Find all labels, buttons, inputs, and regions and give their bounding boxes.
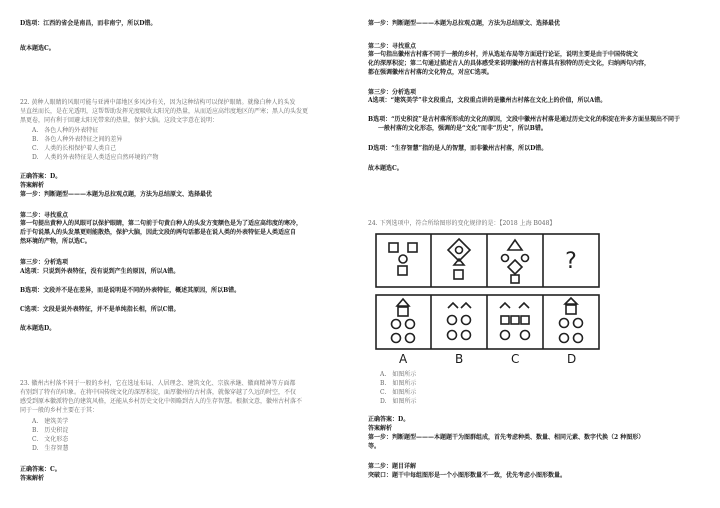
step-three-title: 第三步：分析选项 — [368, 89, 417, 96]
option: D. 生存智慧 — [32, 445, 69, 452]
text-line: D选项：江西的省会是南昌，而非南宁，所以D错。 — [20, 20, 157, 27]
option-label-a: A — [399, 352, 408, 366]
step-one: 第一步：判断题型———本题为总拉观点题，方法为总结原文、选择最优 — [368, 20, 561, 27]
step-one: 第一步：判断题型———本题题干为图群组成，首先考虑种类、数量、相同元素、数字代换（2 种图形） — [368, 434, 645, 441]
option-analysis: A选项：“建筑美学”非文段重点，文段重点讲的是徽州古村落在文化上的价值，所以A错。 — [368, 97, 607, 104]
step-two-text: 突破口：题干中每组图形是一个小图形数量不一致，优先考虑小图形数量。 — [368, 472, 567, 479]
question-23-stem: 同于一般的乡村主要在于其： — [20, 407, 99, 414]
option-label-d: D — [567, 352, 577, 366]
step-two-title: 第二步：寻找重点 — [368, 43, 417, 50]
answer: 正确答案：D。 — [368, 416, 410, 423]
option: D. 如图所示 — [380, 398, 417, 405]
question-23-stem: 23. 徽州古村落不同于一般的乡村，它在选址布局、人居理念、建筑文化、宗族承継、徽商精神等方面都 — [20, 380, 296, 387]
analysis-heading: 答案解析 — [20, 182, 45, 189]
question-24-stem: 24. 下列选项中，符合所给图形的变化规律的是：【2018 上海 B048】 — [368, 220, 556, 227]
analysis-heading: 答案解析 — [20, 475, 45, 482]
option-analysis: A选项：只说到外表特征，没有说到产生的原因，所以A错。 — [20, 268, 180, 275]
step-one: 等。 — [368, 443, 381, 450]
question-23-stem: 感受到原本徽派特色的建筑风格，还能从乡村历史文化中领略到古人的生存智慧。根据文意，徽州古村落不 — [20, 398, 303, 405]
step-two-text: 然环境的产物，所以选C。 — [20, 238, 91, 245]
text-line: 故本题选C。 — [20, 45, 55, 52]
step-two-title: 第二步：寻找重点 — [20, 212, 69, 219]
question-23-stem: 有别到了特有的印象。在将中国传统文化的深厚积淀，面厚徽州的古村落，就像穿越了久远的时空，不仅 — [20, 389, 297, 396]
step-two-text: 化的深厚积淀；第二句通过描述古人的具体感受来说明徽州的古村落具有独特的历史文化，归纳两句内容， — [368, 60, 651, 67]
answer: 正确答案：D。 — [20, 173, 62, 180]
option: C. 人类的长相保护着人类自己 — [32, 145, 117, 152]
step-one: 第一步：判断题型———本题为总拉观点题，方法为总结原文、选择最优 — [20, 191, 213, 198]
option: D. 人类的外表特征是人类适应自然环境的产物 — [32, 154, 159, 161]
option-analysis: 一般村落的文化形态，强调的是“文化”而非“历史”，所以B错。 — [378, 125, 547, 132]
option: A. 如图所示 — [380, 371, 417, 378]
option-analysis: B选项：文段并不是在差异，而是说明是不同的外表特征，概述其原因，所以B错。 — [20, 287, 241, 294]
option-label-c: C — [511, 352, 520, 366]
question-figure-row — [375, 233, 600, 288]
option-analysis: D选项：“生存智慧”指的是人的智慧，而非徽州古村落，所以D错。 — [368, 145, 548, 152]
step-two-text: 后于句说黑人的头发黑更则能散热，保护大脑，因此文段的两句话都是在说人类的外表特征是人类适应自 — [20, 229, 297, 236]
option: A. 各色人种的外表特征 — [32, 127, 99, 134]
step-two-text: 第一句指出徽州古村落不同于一般的乡村，并从选址布局等方面进行论证，说明主要是由于中国传统文 — [368, 51, 639, 58]
question-22-stem: 22. 黄种人眼睛的风眼可能与亚洲中部地区多风沙有关，因为这种结构可以保护眼睛。就像白种人的头发 — [20, 99, 296, 106]
step-two-text: 都在强调徽州古村落的文化特点，对应C选项。 — [368, 69, 493, 76]
question-22-stem: 呈直丝而长，是在光透明，这帮帮助发挥光度吸收太阳光的热量，从而适应高纬度地区的严寒；黑人的头发更 — [20, 108, 309, 115]
conclusion: 故本题选C。 — [368, 165, 403, 172]
answer: 正确答案：C。 — [20, 466, 61, 473]
question-22-stem: 黑更卷，同有利于回避太阳光带来的热量，保护大脑。这段文字意在说明： — [20, 117, 219, 124]
option: A. 建筑美学 — [32, 418, 69, 425]
conclusion: 故本题选D。 — [20, 325, 56, 332]
option: B. 历史积淀 — [32, 427, 69, 434]
step-three-title: 第三步：分析选项 — [20, 259, 69, 266]
option-analysis: B选项：“历史积淀”是古村落所形成的文化的原因，文段中徽州古村落是通过历史文化的积淀在许多方面呈现出不同于 — [368, 116, 680, 123]
option: C. 文化形态 — [32, 436, 69, 443]
step-two-text: 第一句提出黄种人的风眼可以保护眼睛，第二句前于句黄白种人的头发方变额色是为了适应高纬度的寒冷， — [20, 220, 303, 227]
option: C. 如图所示 — [380, 389, 417, 396]
analysis-heading: 答案解析 — [368, 425, 393, 432]
question-mark: ? — [565, 249, 577, 274]
option: B. 各色人种外表特征之间的差异 — [32, 136, 123, 143]
option-label-b: B — [455, 352, 464, 366]
option-analysis: C选项：文段是说外表特征，并不是单纯指长相，所以C错。 — [20, 306, 180, 313]
options-figure-row — [375, 294, 600, 350]
option: B. 如图所示 — [380, 380, 417, 387]
step-two-title: 第二步：题目详解 — [368, 463, 417, 470]
